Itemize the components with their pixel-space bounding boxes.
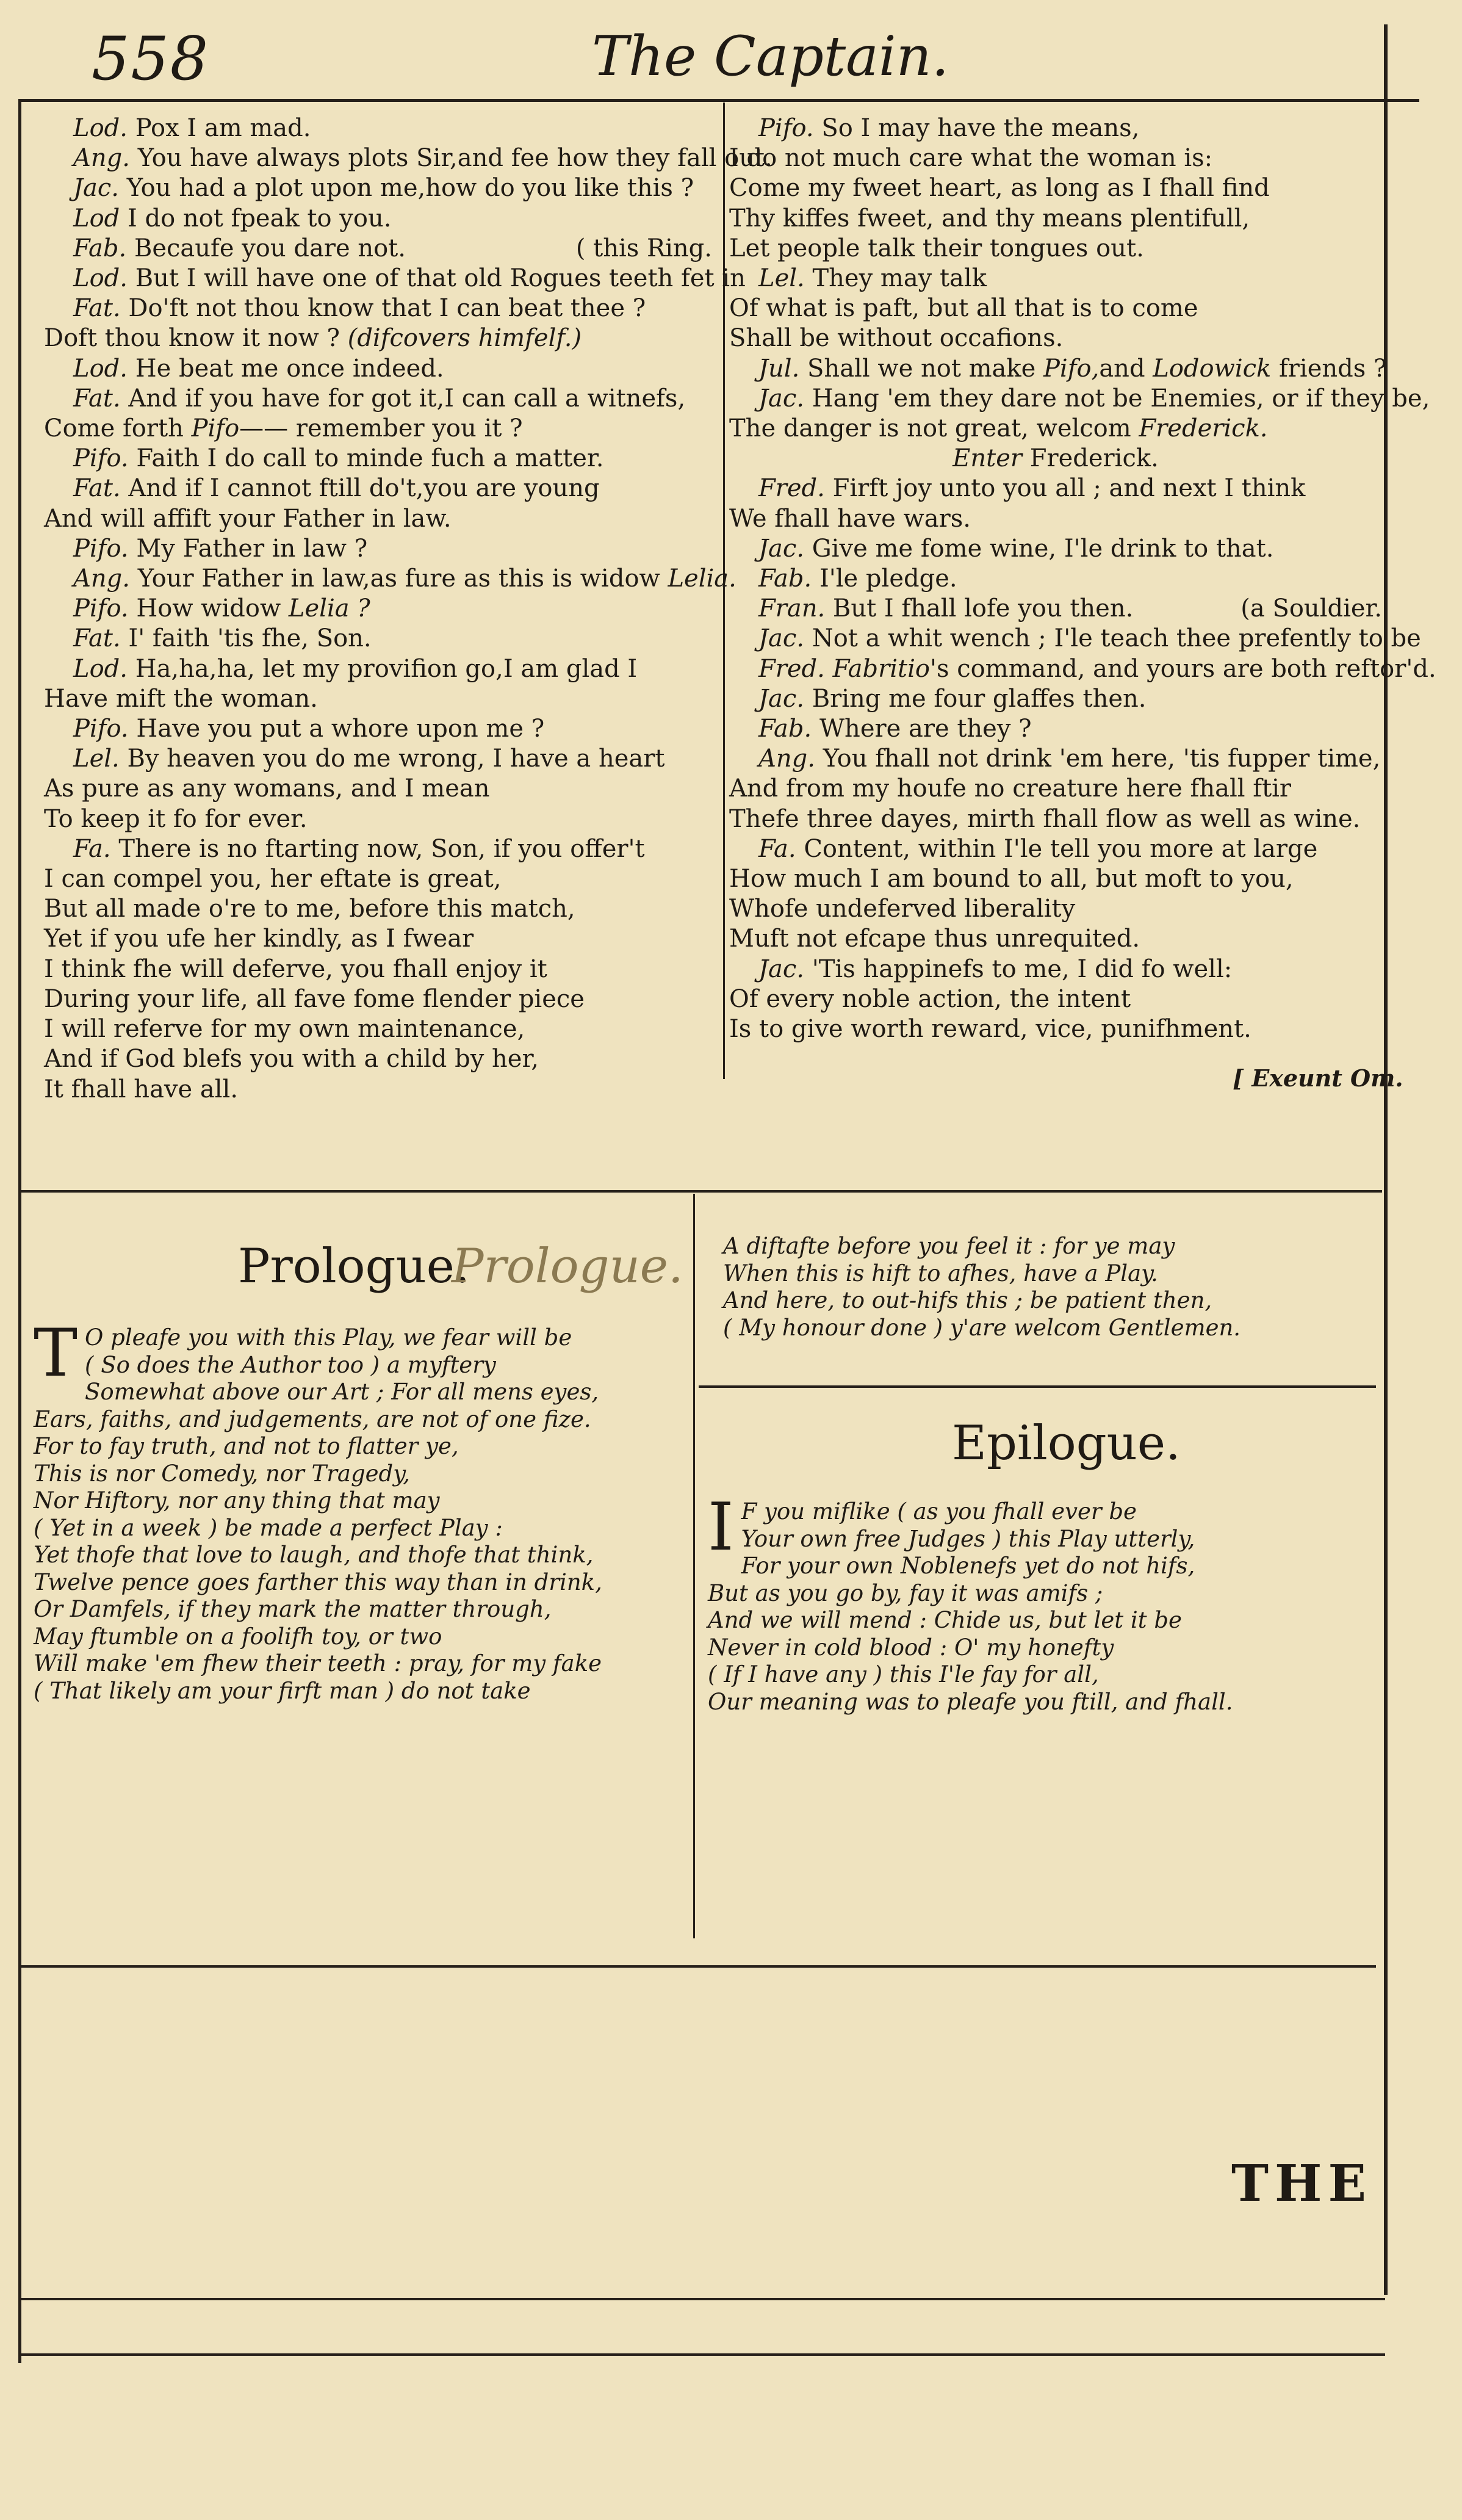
play-line bbox=[729, 654, 1436, 684]
prologue-line: For to fay truth, and not to flatter ye, bbox=[34, 1433, 459, 1459]
line-text: I' faith 'tis fhe, Son. bbox=[128, 624, 372, 653]
prologue-line: Ears, faiths, and judgements, are not of one fize. bbox=[34, 1406, 591, 1432]
prologue-line: A diftafte before you feel it : for ye may bbox=[723, 1233, 1175, 1259]
prologue-line: ( Yet in a week ) be made a perfect Play : bbox=[34, 1514, 503, 1541]
line-text: Of what is paft, but all that is to come bbox=[729, 294, 1198, 323]
line-text: Hang 'em they dare not be Enemies, or if they be, bbox=[812, 384, 1430, 413]
epilogue-text bbox=[708, 1489, 1367, 1716]
speaker-name: Fat. bbox=[73, 384, 121, 413]
speaker-name: Fab. bbox=[758, 715, 812, 743]
line-text: Frederick. bbox=[1029, 444, 1159, 473]
page-number: 558 bbox=[92, 24, 210, 94]
character-name: Pifo bbox=[191, 414, 240, 443]
epilogue-line: And we will mend : Chide us, but let it be bbox=[708, 1607, 1182, 1633]
play-line bbox=[729, 955, 1382, 984]
play-line bbox=[44, 264, 746, 294]
play-line bbox=[44, 834, 712, 864]
epilogue-first-line: I F you miflike ( as you fhall ever be bbox=[708, 1489, 1137, 1565]
speaker-name: Jac. bbox=[758, 384, 804, 413]
line-text: Your Father in law,as fure as this is widow bbox=[137, 565, 660, 593]
line-text: And if I cannot ftill do't,you are young bbox=[128, 474, 600, 503]
speaker-name: Jac. bbox=[758, 955, 804, 983]
line-text: But I will have one of that old Rogues teeth fet in bbox=[135, 264, 746, 293]
speaker-name: Pifo. bbox=[758, 114, 814, 142]
prologue-lines bbox=[34, 1352, 680, 1705]
play-line bbox=[44, 924, 712, 954]
epilogue-line: Our meaning was to pleafe you ftill, and fhall. bbox=[708, 1688, 1233, 1715]
play-line bbox=[44, 114, 712, 143]
speaker-name: Fred. bbox=[758, 654, 825, 683]
play-line bbox=[729, 624, 1421, 654]
play-line bbox=[44, 714, 712, 744]
line-text: I can compel you, her eftate is great, bbox=[44, 865, 502, 894]
play-line bbox=[729, 474, 1382, 504]
speaker-name: Ang. bbox=[73, 565, 130, 593]
prologue-line: ( That likely am your firft man ) do not take bbox=[34, 1677, 531, 1704]
line-text: Ha,ha,ha, let my provifion go,I am glad I bbox=[135, 654, 638, 683]
frame-left-rule bbox=[18, 99, 21, 2363]
play-line bbox=[44, 654, 712, 684]
bottom-inner-rule bbox=[18, 2298, 1385, 2300]
prologue-line: And here, to out-hifs this ; be patient then, bbox=[723, 1287, 1212, 1313]
play-line bbox=[729, 1014, 1382, 1044]
line-text: But I fhall lofe you then. bbox=[832, 594, 1134, 623]
line-text: Come forth bbox=[44, 414, 184, 443]
play-line bbox=[44, 534, 712, 564]
line-text: As pure as any womans, and I mean bbox=[44, 774, 490, 803]
prologue-line: Or Damfels, if they mark the matter through, bbox=[34, 1596, 552, 1622]
stage-direction bbox=[729, 444, 1382, 474]
speaker-name: Ang. bbox=[758, 745, 815, 773]
play-line bbox=[44, 864, 712, 894]
prologue-line: Nor Hiftory, nor any thing that may bbox=[34, 1487, 440, 1514]
play-line bbox=[44, 234, 712, 264]
play-line bbox=[729, 323, 1382, 353]
epilogue-line: Your own free Judges ) this Play utterly, bbox=[741, 1525, 1195, 1552]
line-text: To keep it fo for ever. bbox=[44, 804, 308, 833]
line-text: Muft not efcape thus unrequited. bbox=[729, 925, 1140, 953]
play-line bbox=[44, 955, 712, 984]
running-title: The Captain. bbox=[592, 24, 949, 88]
line-text: and bbox=[1099, 354, 1145, 383]
prologue-line: Yet thofe that love to laugh, and thofe that think, bbox=[34, 1542, 594, 1568]
line-text: Have you put a whore upon me ? bbox=[136, 715, 545, 743]
line-text: I think fhe will deferve, you fhall enjoy it bbox=[44, 955, 547, 983]
prologue-text-left bbox=[34, 1315, 680, 1705]
line-text: Shall be without occafions. bbox=[729, 324, 1064, 353]
play-line bbox=[729, 894, 1382, 924]
play-line bbox=[44, 444, 712, 474]
italic-tail: Frederick. bbox=[1139, 414, 1268, 443]
speaker-name: Fat. bbox=[73, 294, 121, 323]
italic-tail: Lelia. bbox=[668, 565, 736, 593]
play-line bbox=[729, 714, 1382, 744]
line-text: Where are they ? bbox=[819, 715, 1032, 743]
speaker-name: Pifo. bbox=[73, 594, 129, 623]
prologue-line: May ftumble on a foolifh toy, or two bbox=[34, 1623, 442, 1650]
play-line bbox=[44, 774, 712, 804]
prologue-line: Somewhat above our Art ; For all mens eyes, bbox=[85, 1379, 599, 1405]
line-text: Thy kiffes fweet, and thy means plentifull, bbox=[729, 204, 1250, 233]
epilogue-line: ( If I have any ) this I'le fay for all, bbox=[708, 1661, 1099, 1688]
speaker-name: Lod. bbox=[73, 654, 128, 683]
line-text: How widow bbox=[136, 594, 281, 623]
play-line bbox=[44, 354, 712, 384]
play-line bbox=[729, 984, 1382, 1014]
epilogue-line: But as you go by, fay it was amifs ; bbox=[708, 1580, 1103, 1606]
play-line bbox=[44, 173, 712, 203]
play-line bbox=[44, 143, 772, 173]
speaker-name: Lod. bbox=[73, 264, 128, 293]
play-line bbox=[729, 864, 1382, 894]
line-text: It fhall have all. bbox=[44, 1075, 239, 1103]
line-text: Thefe three dayes, mirth fhall flow as well as wine. bbox=[729, 804, 1361, 833]
prologue-line: When this is hift to afhes, have a Play. bbox=[723, 1260, 1158, 1287]
play-line bbox=[44, 684, 712, 714]
epilogue-lines bbox=[708, 1526, 1367, 1716]
speaker-name: Fran. bbox=[758, 594, 826, 623]
play-line bbox=[729, 234, 1382, 264]
line-text: Yet if you ufe her kindly, as I fwear bbox=[44, 925, 474, 953]
prologue-line: Will make 'em fhew their teeth : pray, for my fake bbox=[34, 1650, 602, 1677]
play-line bbox=[729, 504, 1382, 534]
line-text: And if God blefs you with a child by her, bbox=[44, 1045, 539, 1074]
line-text: I will referve for my own maintenance, bbox=[44, 1015, 525, 1044]
character-name: Pifo, bbox=[1043, 354, 1100, 383]
play-line bbox=[44, 984, 712, 1014]
epilogue-heading: Epilogue. bbox=[952, 1416, 1181, 1471]
line-text: Whofe undeferved liberality bbox=[729, 895, 1076, 923]
line-text: Bring me four glaffes then. bbox=[812, 684, 1147, 713]
line-text: I'le pledge. bbox=[819, 565, 957, 593]
line-text: Faith I do call to minde fuch a matter. bbox=[136, 444, 604, 473]
prologue-line: ( So does the Author too ) a myftery bbox=[85, 1351, 496, 1378]
play-line bbox=[44, 323, 712, 353]
speaker-name: Fred. bbox=[758, 474, 825, 503]
play-line bbox=[729, 414, 1382, 444]
prologue-text-right bbox=[723, 1233, 1364, 1341]
prologue-line: ( My honour done ) y'are welcom Gentlemen. bbox=[723, 1314, 1241, 1341]
line-text: Have mift the woman. bbox=[44, 684, 318, 713]
play-line bbox=[729, 264, 1382, 294]
speaker-name: Lod bbox=[73, 204, 120, 233]
speaker-name: Fa. bbox=[73, 834, 111, 863]
line-text: I do not fpeak to you. bbox=[127, 204, 392, 233]
play-line bbox=[729, 534, 1382, 564]
speaker-name: Lod. bbox=[73, 354, 128, 383]
frame-top-rule bbox=[18, 99, 1419, 102]
play-text-left-column bbox=[44, 114, 772, 1105]
play-text-right-column bbox=[729, 114, 1436, 1044]
speaker-name: Lel. bbox=[73, 745, 120, 773]
play-line bbox=[44, 804, 712, 834]
speaker-name: Fa. bbox=[758, 834, 796, 863]
line-text: Of every noble action, the intent bbox=[729, 984, 1131, 1013]
speaker-name: Ang. bbox=[73, 144, 130, 173]
line-text: They may talk bbox=[812, 264, 987, 293]
play-line bbox=[729, 204, 1382, 234]
speaker-name: Pifo. bbox=[73, 715, 129, 743]
prologue-line: Twelve pence goes farther this way than in drink, bbox=[34, 1569, 602, 1595]
section-rule-1 bbox=[18, 1190, 1382, 1193]
line-text: 'Tis happinefs to me, I did fo well: bbox=[812, 955, 1233, 983]
play-line bbox=[44, 744, 712, 774]
play-line bbox=[729, 384, 1430, 414]
play-line bbox=[44, 384, 712, 414]
line-text: Let people talk their tongues out. bbox=[729, 234, 1144, 262]
play-line bbox=[44, 894, 712, 924]
speaker-name: Jac. bbox=[758, 624, 804, 653]
play-line bbox=[729, 173, 1382, 203]
play-line bbox=[44, 1075, 712, 1105]
play-line bbox=[729, 114, 1382, 143]
line-text: Come my fweet heart, as long as I fhall find bbox=[729, 174, 1270, 203]
play-line bbox=[44, 504, 712, 534]
epilogue-line: For your own Noblenefs yet do not hifs, bbox=[741, 1553, 1195, 1579]
line-text: Is to give worth reward, vice, punifhment. bbox=[729, 1015, 1251, 1044]
line-text: We fhall have wars. bbox=[729, 504, 971, 533]
prologue-line: This is nor Comedy, nor Tragedy, bbox=[34, 1460, 410, 1487]
play-line bbox=[729, 684, 1382, 714]
play-line bbox=[729, 594, 1382, 624]
play-line bbox=[729, 294, 1382, 323]
speaker-name: Fab. bbox=[758, 565, 812, 593]
play-line bbox=[44, 1044, 712, 1074]
line-text: My Father in law ? bbox=[136, 534, 368, 563]
line-text: He beat me once indeed. bbox=[135, 354, 444, 383]
play-line bbox=[729, 774, 1382, 804]
turnover-fragment: (a Souldier. bbox=[1241, 594, 1382, 623]
exeunt-stage-direction: [ Exeunt Om. bbox=[1233, 1064, 1403, 1092]
line-text: You had a plot upon me,how do you like this ? bbox=[126, 174, 694, 203]
bottom-outer-rule bbox=[18, 2353, 1385, 2356]
speaker-name: Jul. bbox=[758, 354, 800, 383]
prologue-heading: Prologue. bbox=[238, 1239, 470, 1294]
line-text: Give me fome wine, I'le drink to that. bbox=[812, 534, 1274, 563]
prologue-epilogue-rule bbox=[699, 1385, 1376, 1388]
play-line bbox=[729, 564, 1382, 594]
turnover-fragment: ( this Ring. bbox=[575, 234, 712, 262]
line-text: I do not much care what the woman is: bbox=[729, 144, 1213, 173]
epilogue-line: Never in cold blood : O' my honefty bbox=[708, 1634, 1114, 1661]
speaker-name: Enter bbox=[952, 444, 1022, 473]
prologue-first-line: T O pleafe you with this Play, we fear will be bbox=[34, 1315, 572, 1392]
line-text: Do'ft not thou know that I can beat thee ? bbox=[128, 294, 646, 323]
speaker-name: Pifo. bbox=[73, 444, 129, 473]
play-line bbox=[44, 204, 712, 234]
play-line bbox=[44, 474, 712, 504]
play-line bbox=[44, 594, 712, 624]
play-line bbox=[729, 354, 1387, 384]
line-text: So I may have the means, bbox=[821, 114, 1140, 142]
play-line bbox=[729, 143, 1382, 173]
line-text: 's command, and yours are both reftor'd. bbox=[929, 654, 1436, 683]
speaker-name: Jac. bbox=[758, 534, 804, 563]
speaker-name: Jac. bbox=[73, 174, 119, 203]
prologue-ornament-heading: Prologue. bbox=[452, 1239, 683, 1294]
line-text: By heaven you do me wrong, I have a heart bbox=[127, 745, 665, 773]
line-text: friends ? bbox=[1279, 354, 1387, 383]
column-divider-2 bbox=[693, 1194, 695, 1938]
italic-tail: Lelia ? bbox=[288, 594, 370, 623]
line-text: And will affift your Father in law. bbox=[44, 504, 452, 533]
speaker-name: Pifo. bbox=[73, 534, 129, 563]
play-line bbox=[729, 924, 1382, 954]
line-text: Becaufe you dare not. bbox=[134, 234, 406, 262]
section-rule-2 bbox=[18, 1965, 1376, 1968]
epilogue-dropcap: I bbox=[708, 1489, 734, 1565]
character-name: Fabritio bbox=[832, 654, 930, 683]
line-text: And if you have for got it,I can call a witnefs, bbox=[128, 384, 686, 413]
catchword: THE bbox=[1231, 2154, 1372, 2213]
speaker-name: Fat. bbox=[73, 474, 121, 503]
play-line bbox=[729, 804, 1382, 834]
line-text: Pox I am mad. bbox=[135, 114, 311, 142]
line-text: Shall we not make bbox=[807, 354, 1036, 383]
play-line bbox=[44, 1014, 712, 1044]
speaker-name: Lel. bbox=[758, 264, 805, 293]
play-line bbox=[44, 624, 712, 654]
line-text: But all made o're to me, before this match, bbox=[44, 895, 575, 923]
play-line bbox=[44, 414, 712, 444]
line-text: Content, within I'le tell you more at large bbox=[804, 834, 1318, 863]
speaker-name: Jac. bbox=[758, 684, 804, 713]
line-text: During your life, all fave fome flender piece bbox=[44, 984, 585, 1013]
line-text: You have always plots Sir,and fee how they fall out. bbox=[137, 144, 772, 173]
line-text: —— remember you it ? bbox=[239, 414, 523, 443]
speaker-name: Fat. bbox=[73, 624, 121, 653]
speaker-name: Fab. bbox=[73, 234, 127, 262]
line-text: The danger is not great, welcom bbox=[729, 414, 1131, 443]
prologue-dropcap: T bbox=[34, 1315, 78, 1392]
line-text: Not a whit wench ; I'le teach thee prefently to be bbox=[812, 624, 1421, 653]
line-text: How much I am bound to all, but moft to you, bbox=[729, 865, 1294, 894]
play-line bbox=[729, 744, 1382, 774]
line-text: There is no ftarting now, Son, if you offer't bbox=[118, 834, 645, 863]
italic-tail: (difcovers himfelf.) bbox=[347, 324, 582, 353]
speaker-name: Lod. bbox=[73, 114, 128, 142]
play-line bbox=[729, 834, 1382, 864]
character-name: Lodowick bbox=[1153, 354, 1272, 383]
line-text: Firft joy unto you all ; and next I think bbox=[832, 474, 1306, 503]
line-text: Doft thou know it now ? bbox=[44, 324, 340, 353]
line-text: You fhall not drink 'em here, 'tis fupper time, bbox=[823, 745, 1381, 773]
line-text: And from my houfe no creature here fhall ftir bbox=[729, 774, 1292, 803]
play-line bbox=[44, 564, 736, 594]
play-line bbox=[44, 294, 712, 323]
